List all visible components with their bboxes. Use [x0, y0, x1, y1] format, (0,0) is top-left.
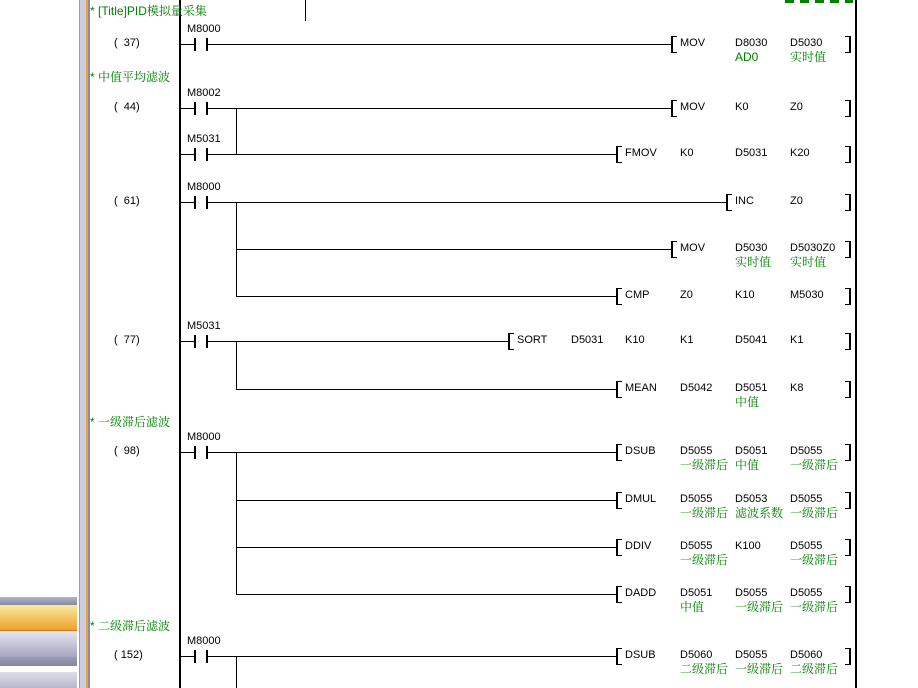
operand[interactable]: D5055	[790, 540, 823, 552]
contact-symbol[interactable]	[194, 446, 196, 459]
operand[interactable]: D5030Z0	[790, 242, 836, 254]
wire-horizontal	[236, 594, 616, 595]
operand[interactable]: D5055	[680, 445, 713, 457]
instruction-mnemonic[interactable]: SORT	[517, 334, 548, 346]
operand[interactable]: D5030	[735, 242, 768, 254]
device-comment: 滤波系数	[735, 506, 784, 520]
instruction-bracket-right	[845, 381, 851, 398]
instruction-bracket-left	[671, 241, 677, 258]
device-comment: 中值	[735, 395, 760, 409]
operand[interactable]: D5041	[735, 334, 768, 346]
wire-vertical	[236, 202, 237, 296]
device-comment: 中值	[680, 600, 705, 614]
wire-horizontal	[181, 44, 194, 45]
wire-horizontal	[236, 547, 616, 548]
rung-number: ( 98)	[114, 445, 140, 457]
operand[interactable]: Z0	[790, 195, 803, 207]
operand[interactable]: K1	[790, 334, 804, 346]
instruction-bracket-right	[845, 288, 851, 305]
device-comment: 一级滞后	[790, 506, 839, 520]
device-comment: 中值	[735, 458, 760, 472]
wire-horizontal	[208, 44, 671, 45]
rung-comment[interactable]: * [Title]PID模拟量采集	[90, 4, 207, 18]
instruction-mnemonic[interactable]: CMP	[625, 289, 650, 301]
operand[interactable]: K20	[790, 147, 810, 159]
operand[interactable]: K8	[790, 382, 804, 394]
operand[interactable]: D5031	[571, 334, 604, 346]
device-comment: 实时值	[790, 50, 827, 64]
instruction-bracket-right	[845, 241, 851, 258]
wire-horizontal	[208, 341, 508, 342]
operand[interactable]: K1	[680, 334, 694, 346]
device-comment: 一级滞后	[790, 600, 839, 614]
instruction-bracket-right	[845, 333, 851, 350]
device-label: M5031	[187, 133, 221, 145]
contact-symbol[interactable]	[194, 650, 196, 663]
wire-horizontal	[181, 341, 194, 342]
operand[interactable]: Z0	[790, 101, 803, 113]
device-comment: 二级滞后	[790, 662, 839, 676]
instruction-bracket-left	[616, 539, 622, 556]
operand[interactable]: K0	[680, 147, 694, 159]
operand[interactable]: D5055	[790, 587, 823, 599]
instruction-bracket-left	[726, 194, 732, 211]
instruction-mnemonic[interactable]: DSUB	[625, 445, 656, 457]
rung-comment[interactable]: * 二级滞后滤波	[90, 619, 171, 633]
rung-number: ( 37)	[114, 37, 140, 49]
device-label: M8000	[187, 23, 221, 35]
operand[interactable]: K0	[735, 101, 749, 113]
instruction-bracket-left	[616, 648, 622, 665]
rung-number: ( 152)	[114, 649, 143, 661]
instruction-mnemonic[interactable]: DMUL	[625, 493, 657, 505]
rung-comment[interactable]: * 中值平均滤波	[90, 70, 171, 84]
wire-horizontal	[236, 249, 671, 250]
device-label: M8000	[187, 635, 221, 647]
instruction-mnemonic[interactable]: MOV	[680, 37, 706, 49]
wire-vertical	[236, 452, 237, 594]
device-label: M5031	[187, 320, 221, 332]
instruction-bracket-right	[845, 36, 851, 53]
instruction-mnemonic[interactable]: MOV	[680, 242, 706, 254]
wire-horizontal	[236, 296, 616, 297]
device-comment: AD0	[735, 50, 759, 64]
operand[interactable]: D8030	[735, 37, 768, 49]
instruction-bracket-left	[616, 492, 622, 509]
instruction-bracket-right	[845, 444, 851, 461]
contact-symbol[interactable]	[194, 38, 196, 51]
wire-horizontal	[181, 108, 194, 109]
operand[interactable]: D5055	[680, 540, 713, 552]
instruction-mnemonic[interactable]: MEAN	[625, 382, 657, 394]
rung-comment[interactable]: * 一级滞后滤波	[90, 415, 171, 429]
operand[interactable]: D5060	[680, 649, 713, 661]
instruction-bracket-left	[671, 100, 677, 117]
wire-horizontal	[208, 202, 726, 203]
device-comment: 实时值	[735, 255, 772, 269]
operand[interactable]: D5042	[680, 382, 713, 394]
rung-number: ( 77)	[114, 334, 140, 346]
instruction-bracket-right	[845, 100, 851, 117]
device-comment: 一级滞后	[790, 458, 839, 472]
device-comment: 一级滞后	[790, 553, 839, 567]
wire-horizontal	[181, 154, 194, 155]
operand[interactable]: D5055	[735, 587, 768, 599]
instruction-bracket-right	[845, 492, 851, 509]
device-comment: 二级滞后	[680, 662, 729, 676]
wire-horizontal	[208, 108, 671, 109]
device-label: M8000	[187, 181, 221, 193]
instruction-bracket-right	[845, 586, 851, 603]
instruction-bracket-left	[508, 333, 514, 350]
operand[interactable]: M5030	[790, 289, 824, 301]
device-label: M8000	[187, 431, 221, 443]
wire-horizontal	[208, 154, 616, 155]
operand[interactable]: D5051	[735, 382, 768, 394]
device-comment: 一级滞后	[735, 600, 784, 614]
wire-horizontal	[181, 202, 194, 203]
wire-vertical	[236, 108, 237, 154]
wire-vertical	[236, 341, 237, 389]
wire-horizontal	[236, 389, 616, 390]
rung-number: ( 61)	[114, 195, 140, 207]
wire-horizontal	[208, 452, 616, 453]
instruction-bracket-left	[616, 586, 622, 603]
right-power-rail	[855, 0, 857, 688]
instruction-bracket-left	[671, 36, 677, 53]
device-comment: 一级滞后	[735, 662, 784, 676]
operand[interactable]: D5030	[790, 37, 823, 49]
instruction-bracket-right	[845, 146, 851, 163]
operand[interactable]: D5051	[735, 445, 768, 457]
contact-symbol[interactable]	[194, 196, 196, 209]
operand[interactable]: D5051	[680, 587, 713, 599]
wire-vertical	[236, 656, 237, 688]
operand[interactable]: D5055	[790, 445, 823, 457]
instruction-mnemonic[interactable]: INC	[735, 195, 754, 207]
device-comment: 一级滞后	[680, 458, 729, 472]
wire-horizontal	[181, 452, 194, 453]
device-label: M8002	[187, 87, 221, 99]
instruction-bracket-right	[845, 194, 851, 211]
wire-vertical	[305, 0, 306, 21]
instruction-mnemonic[interactable]: FMOV	[625, 147, 657, 159]
instruction-bracket-right	[845, 539, 851, 556]
operand[interactable]: D5053	[735, 493, 768, 505]
contact-symbol[interactable]	[194, 148, 196, 161]
device-comment: 一级滞后	[680, 506, 729, 520]
contact-symbol[interactable]	[194, 102, 196, 115]
instruction-mnemonic[interactable]: MOV	[680, 101, 706, 113]
operand[interactable]: K100	[735, 540, 761, 552]
operand[interactable]: K10	[625, 334, 645, 346]
wire-horizontal	[236, 500, 616, 501]
wire-horizontal	[208, 656, 616, 657]
wire-horizontal	[181, 656, 194, 657]
operand[interactable]: D5031	[735, 147, 768, 159]
operand[interactable]: D5055	[680, 493, 713, 505]
operand[interactable]: D5060	[790, 649, 823, 661]
operand[interactable]: D5055	[735, 649, 768, 661]
instruction-mnemonic[interactable]: DADD	[625, 587, 657, 599]
device-comment: 实时值	[790, 255, 827, 269]
instruction-bracket-left	[616, 381, 622, 398]
operand[interactable]: K10	[735, 289, 755, 301]
rung-number: ( 44)	[114, 101, 140, 113]
instruction-mnemonic[interactable]: DDIV	[625, 540, 652, 552]
instruction-bracket-right	[845, 648, 851, 665]
clipped-device-comment	[785, 0, 853, 3]
operand[interactable]: D5055	[790, 493, 823, 505]
contact-symbol[interactable]	[194, 335, 196, 348]
device-comment: 一级滞后	[680, 553, 729, 567]
instruction-bracket-left	[616, 444, 622, 461]
left-power-rail	[179, 0, 181, 688]
operand[interactable]: Z0	[680, 289, 693, 301]
instruction-bracket-left	[616, 146, 622, 163]
instruction-mnemonic[interactable]: DSUB	[625, 649, 656, 661]
instruction-bracket-left	[616, 288, 622, 305]
